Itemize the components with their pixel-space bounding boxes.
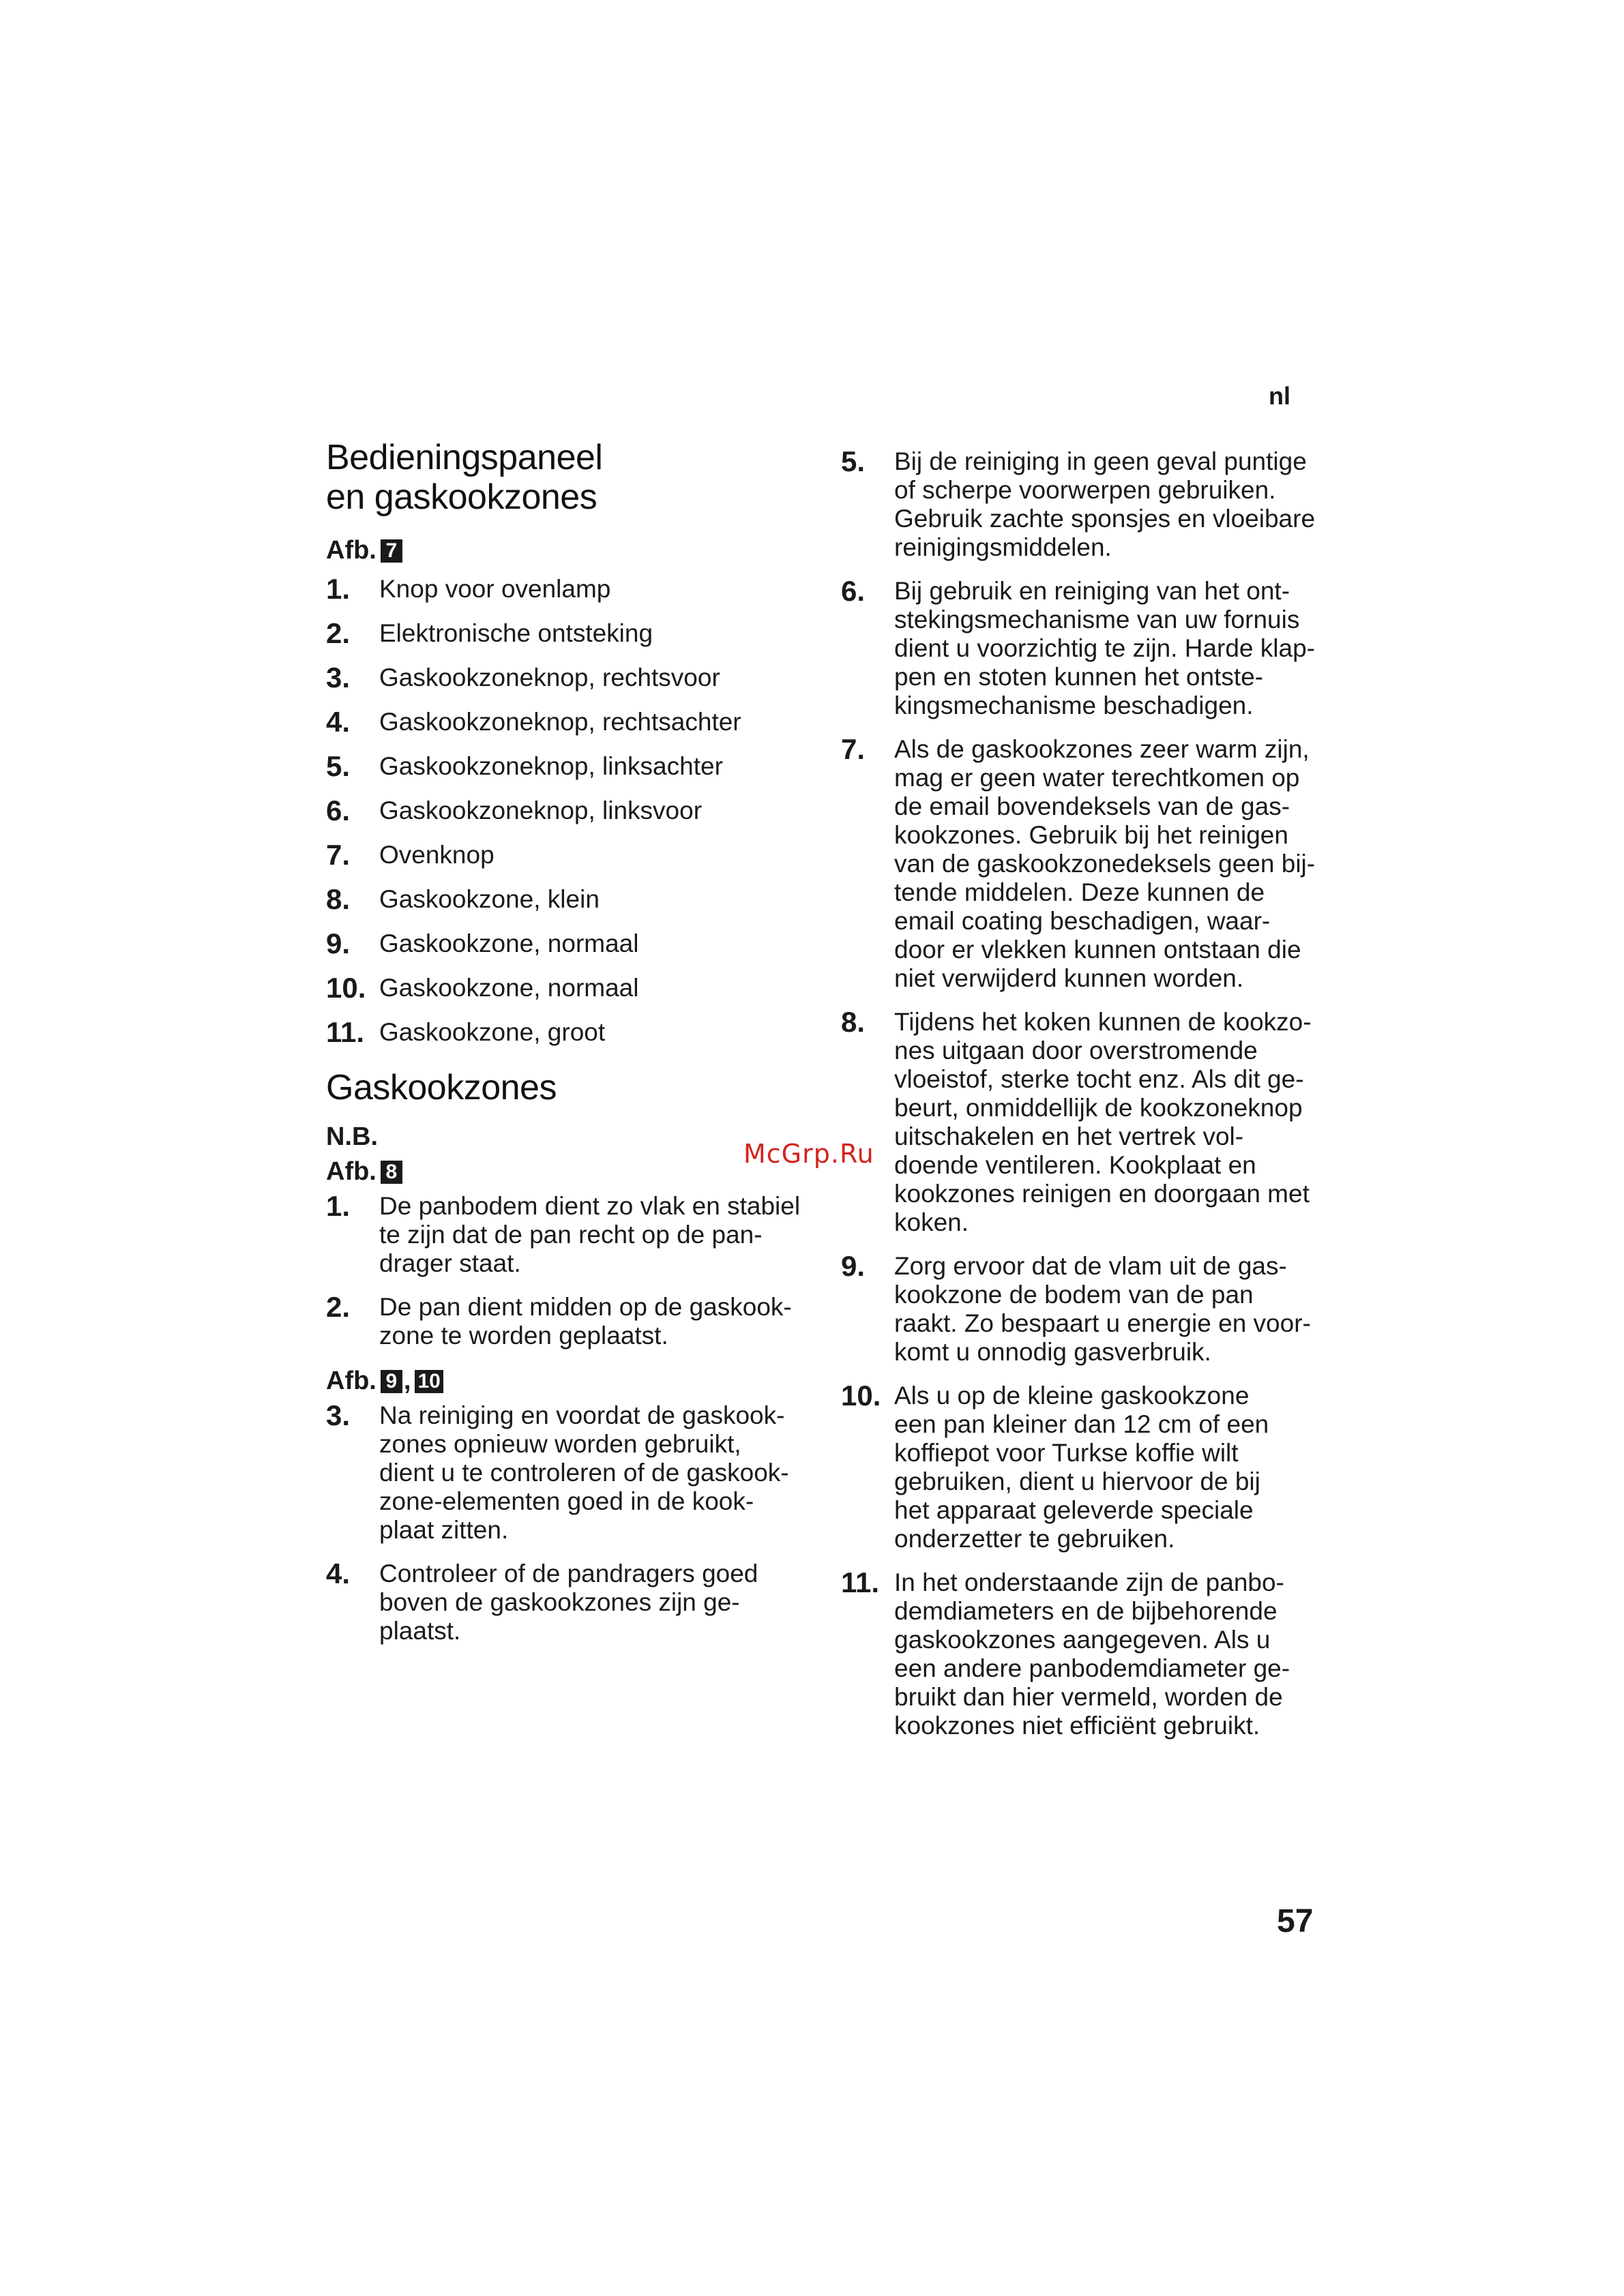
list-item <box>841 1382 1359 1553</box>
list-item <box>326 567 844 611</box>
item-text: Gaskookzoneknop, rechtsachter <box>379 707 741 736</box>
item-text: Gaskookzoneknop, rechtsvoor <box>379 663 720 691</box>
list-item <box>841 1568 1359 1740</box>
item-number: 7. <box>326 838 351 871</box>
item-number: 6. <box>841 575 866 607</box>
left-column <box>326 438 844 1645</box>
list-item <box>326 700 844 744</box>
item-text: Bij gebruik en reiniging van het ont- stekingsmechanisme van uw fornuis dient u voorzichtig te zijn. Harde klap- pen en stoten kunnen het ontste- kingsmechanisme beschadigen. <box>894 577 1315 719</box>
item-number: 3. <box>326 1399 351 1431</box>
list-item <box>326 877 844 921</box>
item-text: De pan dient midden op de gaskook- zone te worden geplaatst. <box>379 1293 792 1350</box>
page-number: 57 <box>1277 1903 1314 1939</box>
list-item <box>841 1252 1359 1367</box>
item-text: Tijdens het koken kunnen de kookzo- nes uitgaan door overstromende vloeistof, sterke tocht enz. Als dit ge- beurt, onmiddellijk de kookzoneknop uitschakelen en het vertrek vol- doende ventileren. Kookplaat en kookzones reinigen en doorgaan met koken. <box>894 1008 1312 1236</box>
item-text: Gaskookzone, normaal <box>379 929 639 957</box>
list-item <box>841 1008 1359 1237</box>
list-item <box>326 1401 844 1545</box>
item-number: 2. <box>326 616 351 649</box>
list-item <box>326 788 844 833</box>
figure-number-9: 9 <box>381 1370 402 1393</box>
item-text: Elektronische ontsteking <box>379 618 653 647</box>
item-text: Controleer of de pandragers goed boven de gaskookzones zijn ge- plaatst. <box>379 1560 758 1645</box>
item-text: Gaskookzone, normaal <box>379 973 639 1002</box>
list-item <box>326 966 844 1010</box>
right-column <box>841 447 1359 1740</box>
section-title-control-panel <box>326 438 844 517</box>
item-number: 9. <box>841 1250 866 1282</box>
item-text: Bij de reiniging in geen geval puntige of scherpe voorwerpen gebruiken. Gebruik zachte sponsjes en vloeibare reinigingsmiddelen. <box>894 447 1316 561</box>
list-item <box>326 611 844 655</box>
afb-label: Afb. <box>326 1157 377 1186</box>
notes-list-a <box>326 1192 844 1350</box>
item-number: 8. <box>326 882 351 915</box>
item-number: 6. <box>326 794 351 826</box>
item-number: 4. <box>326 1557 351 1590</box>
controls-list <box>326 567 844 1054</box>
list-item <box>326 1557 844 1645</box>
notes-list-b <box>326 1401 844 1645</box>
item-number: 8. <box>841 1006 866 1038</box>
item-text: Ovenknop <box>379 840 494 869</box>
item-number: 3. <box>326 661 351 694</box>
item-text: Als u op de kleine gaskookzone een pan kleiner dan 12 cm of een koffiepot voor Turkse koffie wilt gebruiken, dient u hiervoor de bij het apparaat geleverde speciale onderzetter te gebruiken. <box>894 1382 1269 1553</box>
watermark: McGrp.Ru <box>743 1139 874 1169</box>
item-text: Knop voor ovenlamp <box>379 574 611 603</box>
figure-number-10: 10 <box>415 1370 443 1393</box>
item-text: De panbodem dient zo vlak en stabiel te zijn dat de pan recht op de pan- drager staat. <box>379 1192 801 1277</box>
nb-label: N.B. <box>326 1122 378 1151</box>
item-text: Zorg ervoor dat de vlam uit de gas- kookzone de bodem van de pan raakt. Zo bespaart u energie en voor- komt u onnodig gasverbruik. <box>894 1252 1311 1366</box>
section-title-line-2: en gaskookzones <box>326 477 597 517</box>
figure-reference-7 <box>326 536 844 565</box>
item-text: Als de gaskookzones zeer warm zijn, mag er geen water terechtkomen op de email bovendeksels van de gas- kookzones. Gebruik bij het reinigen van de gaskookzonedeksels geen bij- tende middelen. Deze kunnen de email coating beschadigen, waar- door er vlekken kunnen ontstaan die niet verwijderd kunnen worden. <box>894 735 1316 992</box>
figure-number-8: 8 <box>381 1161 402 1184</box>
afb-label: Afb. <box>326 1367 377 1395</box>
figure-separator: , <box>403 1367 411 1395</box>
item-number: 5. <box>326 749 351 782</box>
item-text: Gaskookzone, groot <box>379 1017 606 1046</box>
list-item <box>841 735 1359 993</box>
item-text: Gaskookzoneknop, linksvoor <box>379 796 703 824</box>
list-item <box>841 577 1359 720</box>
list-item <box>326 1010 844 1054</box>
item-text: Gaskookzoneknop, linksachter <box>379 751 723 780</box>
item-number: 10. <box>841 1380 881 1412</box>
item-number: 7. <box>841 733 866 765</box>
item-number: 1. <box>326 1190 351 1222</box>
section-title-line-1: Bedieningspaneel <box>326 438 603 477</box>
list-item <box>326 921 844 966</box>
item-text: In het onderstaande zijn de panbo- demdiameters en de bijbehorende gaskookzones aangegeven. Als u een andere panbodemdiameter ge- bruikt dan hier vermeld, worden de kookzones niet efficiënt gebruikt. <box>894 1568 1290 1740</box>
item-number: 4. <box>326 705 351 738</box>
list-item <box>326 1192 844 1278</box>
list-item <box>326 1293 844 1350</box>
item-number: 11. <box>326 1015 365 1048</box>
list-item <box>326 655 844 700</box>
list-item <box>841 447 1359 562</box>
language-code: nl <box>1269 382 1290 410</box>
section-title-gas-zones: Gaskookzones <box>326 1068 557 1107</box>
item-number: 2. <box>326 1291 351 1323</box>
item-number: 10. <box>326 971 366 1004</box>
item-text: Na reiniging en voordat de gaskook- zones opnieuw worden gebruikt, dient u te controleren of de gaskook- zone-elementen goed in de kook- plaat zitten. <box>379 1401 789 1544</box>
afb-label: Afb. <box>326 536 377 565</box>
item-text: Gaskookzone, klein <box>379 884 600 913</box>
figure-number-7: 7 <box>381 539 402 563</box>
list-item <box>326 744 844 788</box>
item-number: 1. <box>326 572 351 605</box>
item-number: 9. <box>326 927 351 959</box>
figure-reference-8 <box>326 1157 844 1187</box>
item-number: 5. <box>841 445 866 477</box>
item-number: 11. <box>841 1566 880 1598</box>
figure-reference-9-10 <box>326 1367 844 1396</box>
list-item <box>326 833 844 877</box>
